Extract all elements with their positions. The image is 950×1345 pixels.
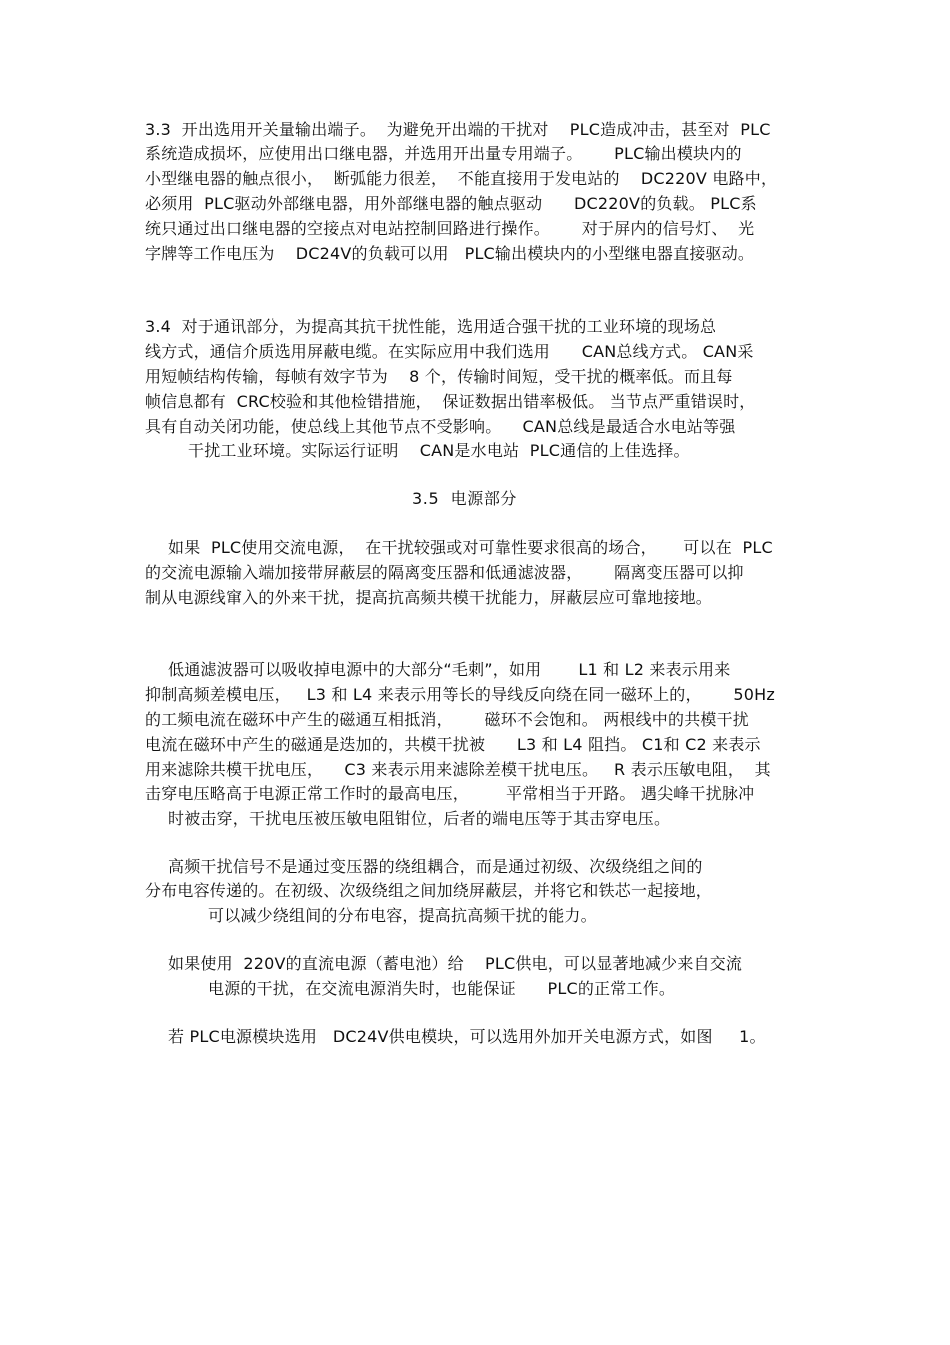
section-3-3-line-3: 小型继电器的触点很小， 断弧能力很差， 不能直接用于发电站的 DC220V 电路中， [145,169,778,188]
section-3-3-line-2: 系统造成损坏，应使用出口继电器，并选用开出量专用端子。 PLC输出模块内的 [145,144,742,163]
section-3-4-line-6: 干扰工业环境。实际运行证明 CAN是水电站 PLC通信的上佳选择。 [188,441,690,460]
hf-paragraph-line-2: 分布电容传递的。在初级、次级绕组之间加绕屏蔽层，并将它和铁芯一起接地， [145,881,713,900]
isolation-paragraph-line-3: 制从电源线窜入的外来干扰，提高抗高频共模干扰能力，屏蔽层应可靠地接地。 [145,588,713,607]
section-3-4-line-4: 帧信息都有 CRC校验和其他检错措施， 保证数据出错率极低。 当节点严重错误时， [145,392,756,411]
filter-paragraph-line-3: 的工频电流在磁环中产生的磁通互相抵消， 磁环不会饱和。 两根线中的共模干扰 [145,710,750,729]
filter-paragraph-line-4: 电流在磁环中产生的磁通是迭加的，共模干扰被 L3 和 L4 阻挡。 C1和 C2 来表示 [145,735,761,754]
dc24v-paragraph: 若 PLC电源模块选用 DC24V供电模块，可以选用外加开关电源方式，如图 1。 [168,1027,766,1046]
section-3-3-line-1: 3.3 开出选用开关量输出端子。 为避免开出端的干扰对 PLC造成冲击，甚至对 PLC [145,120,771,139]
section-3-5-heading: 3.5 电源部分 [412,489,518,508]
dc-paragraph-line-1: 如果使用 220V的直流电源（蓄电池）给 PLC供电，可以显著地减少来自交流 [168,954,743,973]
section-3-4-line-5: 具有自动关闭功能，使总线上其他节点不受影响。 CAN总线是最适合水电站等强 [145,417,736,436]
filter-paragraph-line-1: 低通滤波器可以吸收掉电源中的大部分“毛刺”，如用 L1 和 L2 来表示用来 [168,660,731,679]
section-3-3-line-4: 必须用 PLC驱动外部继电器，用外部继电器的触点驱动 DC220V的负载。 PLC系 [145,194,757,213]
filter-paragraph-line-6: 击穿电压略高于电源正常工作时的最高电压， 平常相当于开路。 遇尖峰干扰脉冲 [145,784,755,803]
section-3-4-line-3: 用短帧结构传输，每帧有效字节为 8 个，传输时间短，受干扰的概率低。而且每 [145,367,733,386]
hf-paragraph-line-1: 高频干扰信号不是通过变压器的绕组耦合，而是通过初级、次级绕组之间的 [168,857,703,876]
filter-paragraph-line-2: 抑制高频差模电压， L3 和 L4 来表示用等长的导线反向绕在同一磁环上的， 50Hz [145,685,776,704]
section-3-4-line-1: 3.4 对于通讯部分，为提高其抗干扰性能，选用适合强干扰的工业环境的现场总 [145,317,717,336]
hf-paragraph-line-3: 可以减少绕组间的分布电容，提高抗高频干扰的能力。 [208,906,597,925]
section-3-3-line-6: 字牌等工作电压为 DC24V的负载可以用 PLC输出模块内的小型继电器直接驱动。 [145,244,755,263]
filter-paragraph-line-5: 用来滤除共模干扰电压， C3 来表示用来滤除差模干扰电压。 R 表示压敏电阻， 其 [145,760,771,779]
section-3-4-line-2: 线方式，通信介质选用屏蔽电缆。在实际应用中我们选用 CAN总线方式。 CAN采 [145,342,754,361]
isolation-paragraph-line-1: 如果 PLC使用交流电源， 在干扰较强或对可靠性要求很高的场合， 可以在 PLC [168,538,773,557]
dc-paragraph-line-2: 电源的干扰，在交流电源消失时，也能保证 PLC的正常工作。 [208,979,676,998]
isolation-paragraph-line-2: 的交流电源输入端加接带屏蔽层的隔离变压器和低通滤波器， 隔离变压器可以抑 [145,563,744,582]
section-3-3-line-5: 统只通过出口继电器的空接点对电站控制回路进行操作。 对于屏内的信号灯、 光 [145,219,755,238]
filter-paragraph-line-7: 时被击穿，干扰电压被压敏电阻钳位，后者的端电压等于其击穿电压。 [168,809,671,828]
